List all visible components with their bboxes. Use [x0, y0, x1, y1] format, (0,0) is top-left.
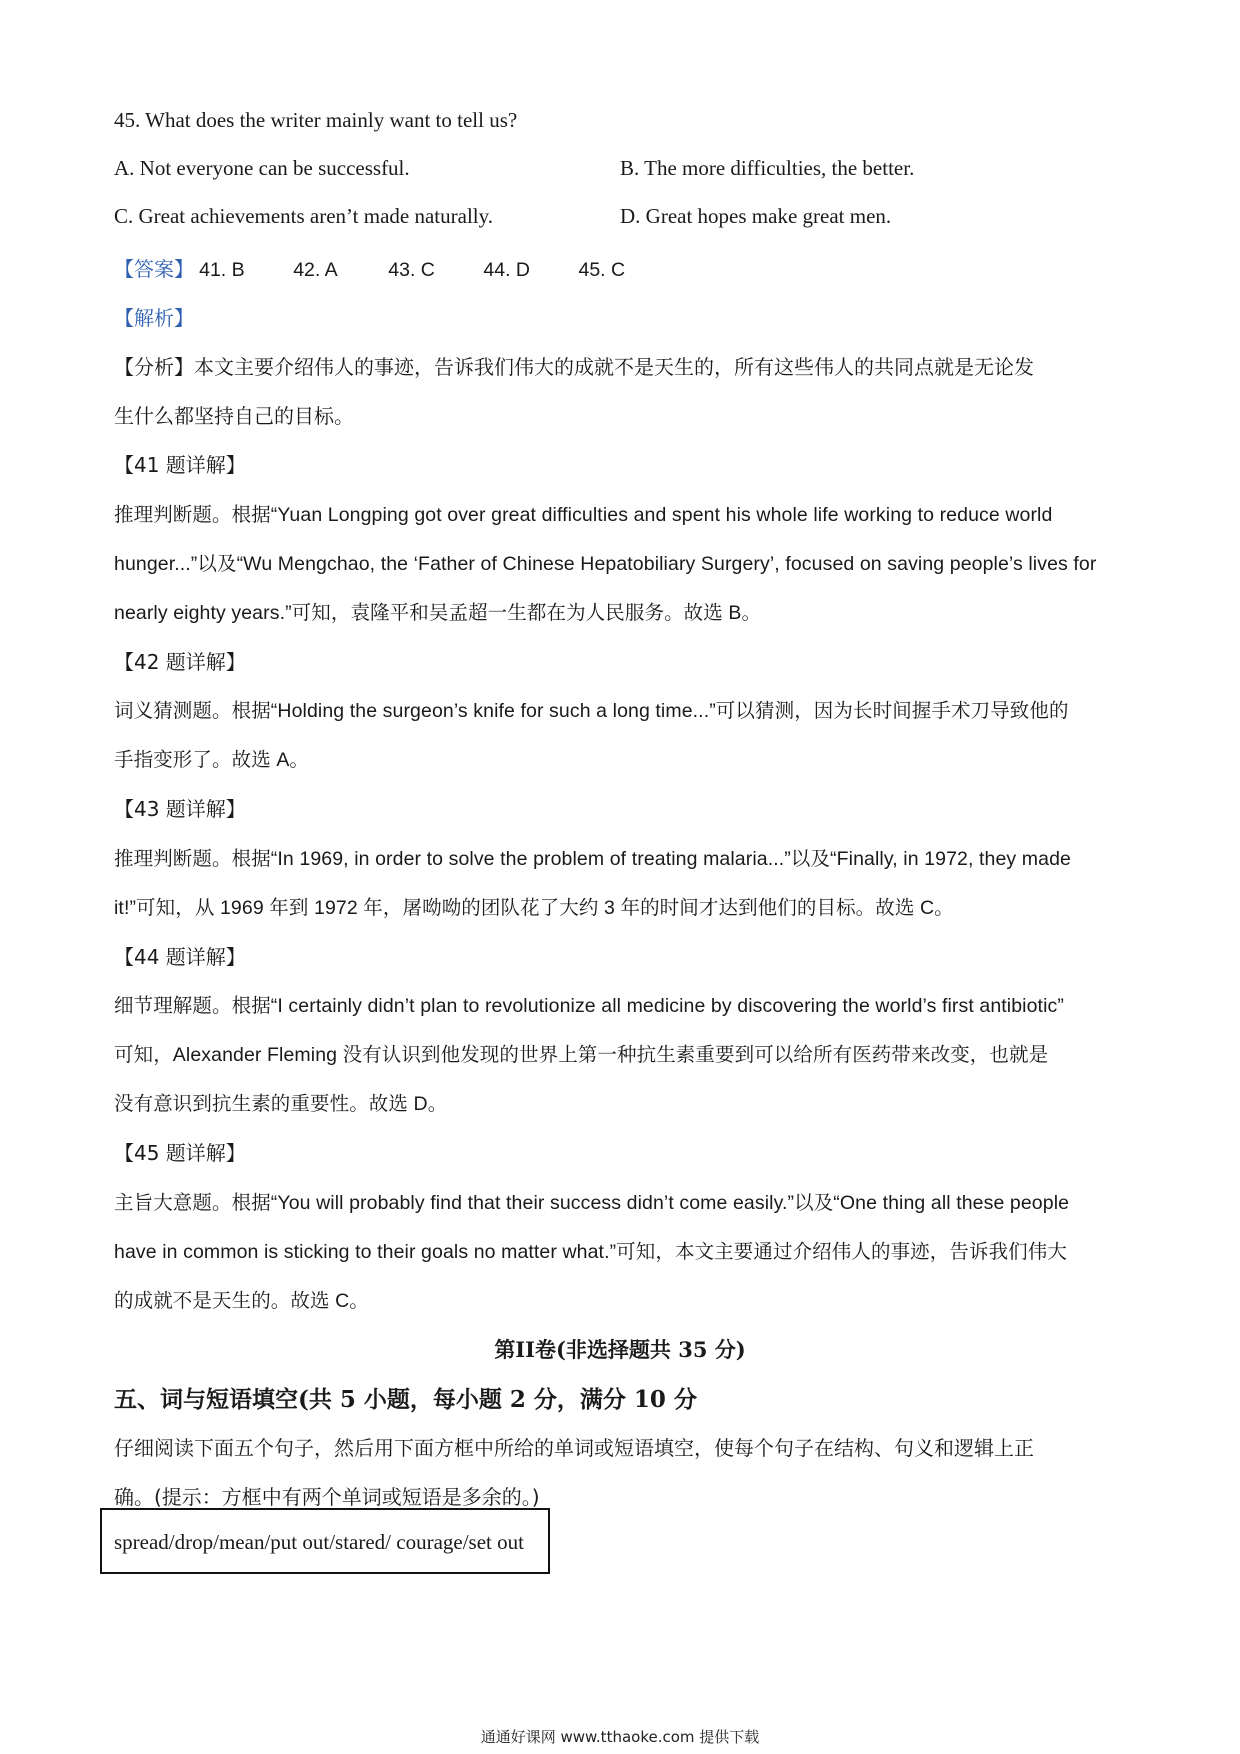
answer-item: 43. C — [388, 259, 435, 281]
word-box: spread/drop/mean/put out/stared/ courage/set out — [100, 1508, 550, 1574]
q41-title: 【41 题详解】 — [114, 453, 246, 477]
q44-line: 没有意识到抗生素的重要性。故选 D。 — [114, 1093, 448, 1115]
section-five-instructions: 仔细阅读下面五个句子，然后用下面方框中所给的单词或短语填空，使每个句子在结构、句义和逻辑上正 — [114, 1436, 1034, 1460]
answer-tag: 【答案】 — [114, 257, 194, 281]
q44-title: 【44 题详解】 — [114, 945, 246, 969]
answer-item: 41. B — [199, 259, 245, 281]
q44-line: 细节理解题。根据“I certainly didn’t plan to revolutionize all medicine by discovering the world’s first antibiotic” — [114, 995, 1064, 1017]
q43-line: it!”可知，从 1969 年到 1972 年，屠呦呦的团队花了大约 3 年的时间才达到他们的目标。故选 C。 — [114, 897, 954, 919]
q41-line: nearly eighty years.”可知，袁隆平和吴孟超一生都在为人民服务。故选 B。 — [114, 602, 762, 624]
answer-item: 45. C — [578, 259, 626, 281]
q45-title: 【45 题详解】 — [114, 1141, 246, 1165]
option-d: D. Great hopes make great men. — [620, 204, 892, 228]
analysis-line: 【分析】本文主要介绍伟人的事迹，告诉我们伟大的成就不是天生的，所有这些伟人的共同点就是无论发 — [114, 355, 1034, 379]
analysis-tag: 【解析】 — [114, 306, 194, 330]
q42-title: 【42 题详解】 — [114, 650, 246, 674]
q43-title: 【43 题详解】 — [114, 797, 246, 821]
section-five-instructions: 确。(提示：方框中有两个单词或短语是多余的。) — [114, 1485, 540, 1509]
option-c: C. Great achievements aren’t made naturally. — [114, 204, 494, 228]
analysis-line: 生什么都坚持自己的目标。 — [114, 404, 354, 428]
option-b: B. The more difficulties, the better. — [620, 156, 915, 180]
q43-line: 推理判断题。根据“In 1969, in order to solve the problem of treating malaria...”以及“Finally, in 1972, they made — [114, 848, 1071, 870]
option-a: A. Not everyone can be successful. — [114, 156, 410, 180]
question-45: 45. What does the writer mainly want to tell us? — [114, 108, 518, 132]
q41-line: hunger...”以及“Wu Mengchao, the ‘Father of Chinese Hepatobiliary Surgery’, focused on saving people’s lives for — [114, 553, 1097, 575]
q41-line: 推理判断题。根据“Yuan Longping got over great difficulties and spent his whole life working to reduce world — [114, 504, 1053, 526]
page-footer: 通通好课网 www.tthaoke.com 提供下载 — [480, 1728, 760, 1746]
q44-line: 可知，Alexander Fleming 没有认识到他发现的世界上第一种抗生素重要到可以给所有医药带来改变，也就是 — [114, 1044, 1049, 1066]
q42-line: 手指变形了。故选 A。 — [114, 749, 310, 771]
answer-item: 42. A — [293, 259, 338, 281]
q45-line: have in common is sticking to their goals no matter what.”可知，本文主要通过介绍伟人的事迹，告诉我们伟大 — [114, 1241, 1067, 1263]
q42-line: 词义猜测题。根据“Holding the surgeon’s knife for such a long time...”可以猜测，因为长时间握手术刀导致他的 — [114, 700, 1069, 722]
q45-line: 的成就不是天生的。故选 C。 — [114, 1290, 369, 1312]
section-five-heading: 五、词与短语填空(共 5 小题，每小题 2 分，满分 10 分 — [114, 1386, 697, 1413]
q45-line: 主旨大意题。根据“You will probably find that their success didn’t come easily.”以及“One thing all these people — [114, 1192, 1070, 1214]
part-two-title: 第II卷(非选择题共 35 分) — [494, 1337, 746, 1362]
answer-item: 44. D — [483, 259, 530, 281]
answer-row — [114, 253, 625, 282]
